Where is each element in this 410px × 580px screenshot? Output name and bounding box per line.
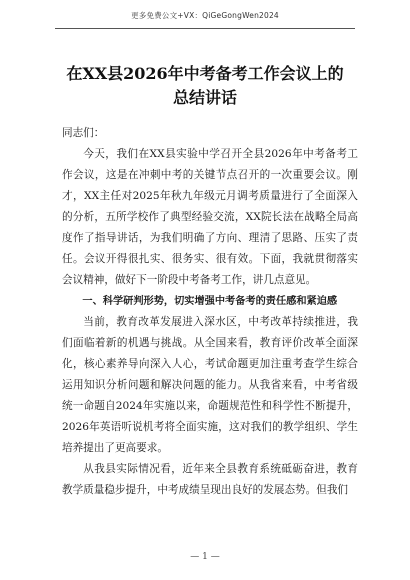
paragraph-opening: 今天，我们在XX县实验中学召开全县2026年中考备考工作会议，这是在冲刺中考的关键节点召开的一次重要会议。刚才，XX主任对2025年秋九年级元月调考质量进行了全面深入的分析，五所学校作了典型经验交流，XX院长法在战略全局高度作了指导讲话，为我们明确了方向、理清了思路、压实了责任。会议开得很扎实、很务实、很有效。下面，我就贯彻落实会议精神，做好下一阶段中考备考工作，讲几点意见。 xyxy=(62,148,358,286)
header-note: 更多免费公文+VX：QiGeGongWen2024 xyxy=(131,11,279,20)
paragraph-situation: 当前，教育改革发展进入深水区，中考改革持续推进，我们面临着新的机遇与挑战。从全国来看，教育评价改革全面深化，核心素养导向深入人心，考试命题更加注重考查学生综合运用知识分析问题和解决问题的能力。从我省来看，中考省级统一命题自2024年实施以来，命题规范性和科学性不断提升，2026年英语听说机考将全面实施，这对我们的教学组织、学生培养提出了更高要求。 xyxy=(62,316,358,454)
header-divider xyxy=(55,28,355,29)
title-line-2: 总结讲话 xyxy=(172,88,237,107)
document-title xyxy=(40,62,370,110)
salutation: 同志们： xyxy=(62,127,105,139)
section-heading-1: 一、科学研判形势，切实增强中考备考的责任感和紧迫感 xyxy=(82,296,338,307)
paragraph-county: 从我县实际情况看，近年来全县教育系统砥砺奋进，教育教学质量稳步提升，中考成绩呈现出良好的发展态势。但我们 xyxy=(62,463,358,496)
page-number: — 1 — xyxy=(190,552,220,562)
document-body xyxy=(62,123,358,501)
title-line-1: 在XX县2026年中考备考工作会议上的 xyxy=(66,64,344,83)
